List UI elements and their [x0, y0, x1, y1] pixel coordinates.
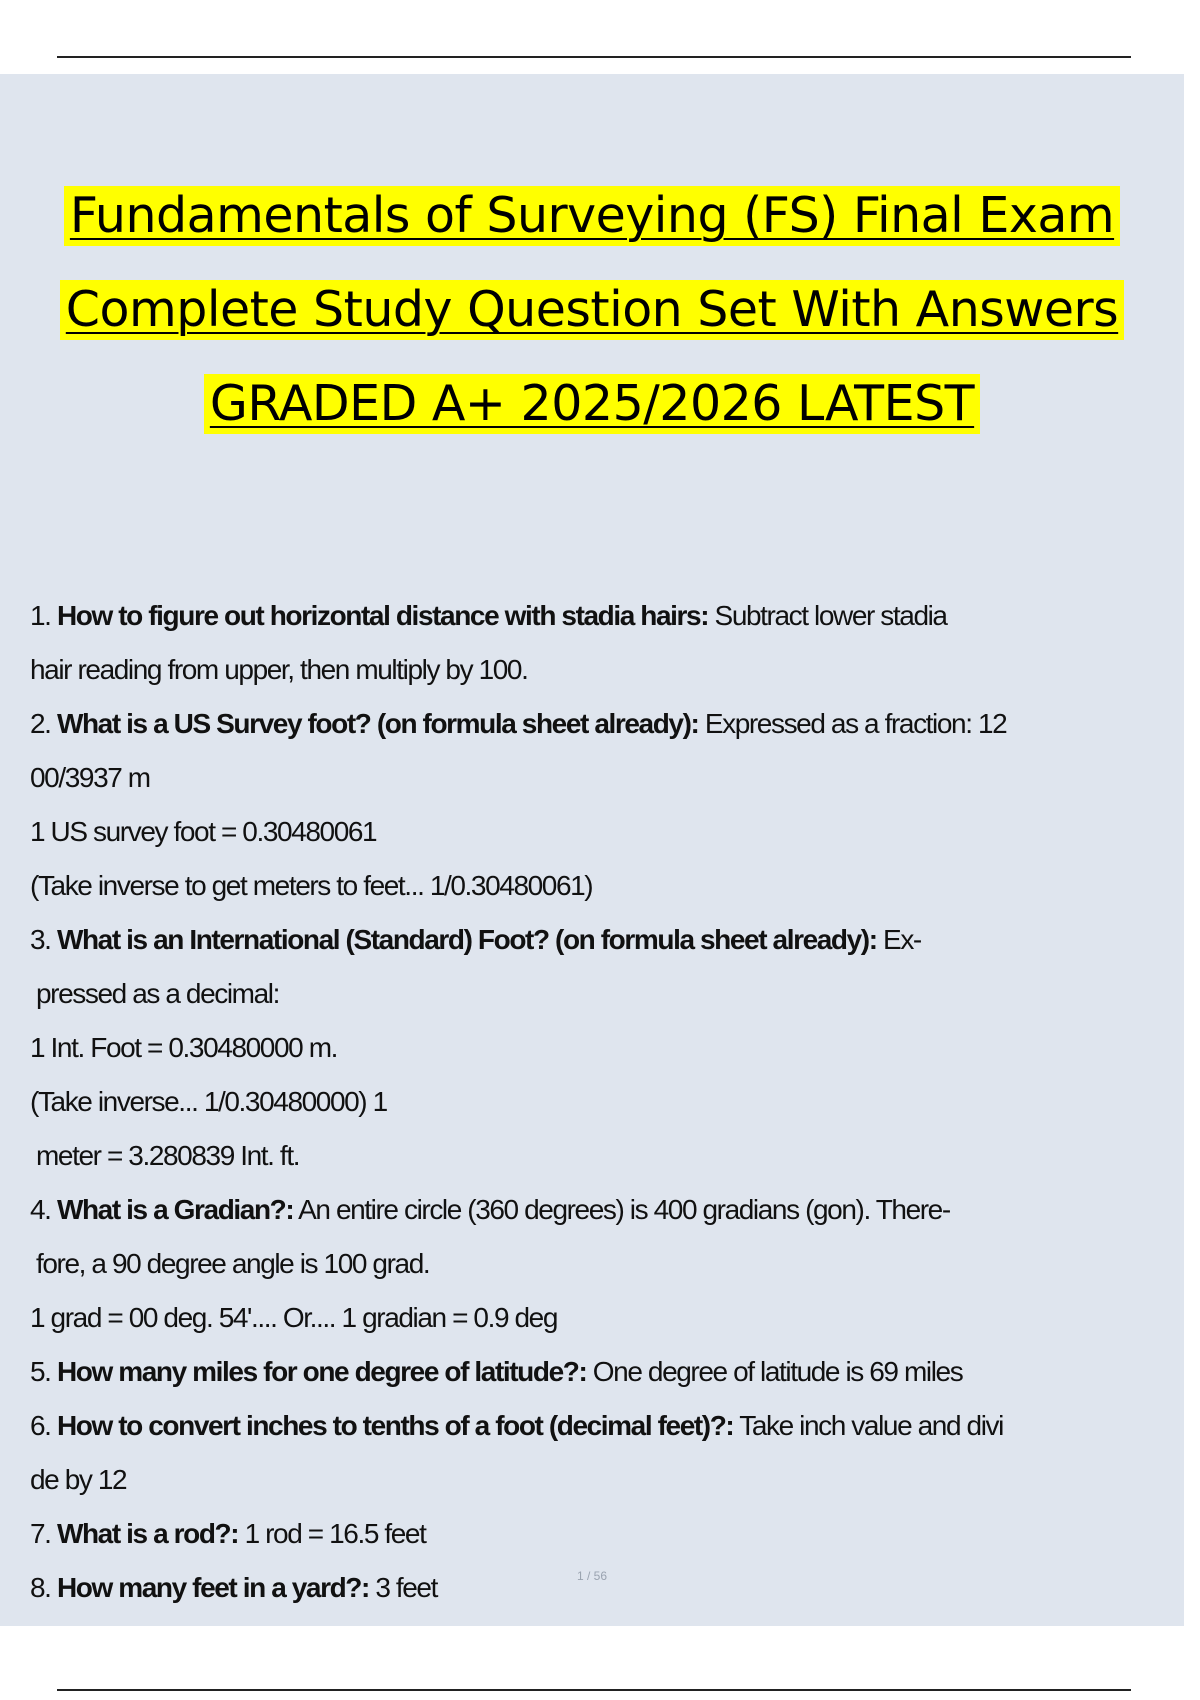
answer-line: 1 grad = 00 deg. 54'.... Or.... 1 gradian = 0.9 deg — [30, 1302, 558, 1333]
bottom-rule — [57, 1689, 1131, 1691]
answer-text: An entire circle (360 degrees) is 400 gradians (gon). There- — [298, 1194, 950, 1225]
question-text: What is a rod?: — [56, 1518, 239, 1549]
question-number: 2. — [30, 708, 51, 739]
document-title — [0, 186, 1184, 468]
question-item — [30, 1345, 1170, 1399]
question-number: 6. — [30, 1410, 51, 1441]
answer-text: One degree of latitude is 69 miles — [592, 1356, 963, 1387]
question-number: 5. — [30, 1356, 51, 1387]
answer-line: 1 US survey foot = 0.30480061 — [30, 816, 377, 847]
top-rule — [57, 56, 1131, 58]
answer-line: meter = 3.280839 Int. ft. — [36, 1140, 300, 1171]
answer-line: fore, a 90 degree angle is 100 grad. — [36, 1248, 430, 1279]
question-number: 4. — [30, 1194, 51, 1225]
question-text: How to convert inches to tenths of a foot (decimal feet)?: — [56, 1410, 734, 1441]
question-item — [30, 913, 1170, 967]
question-list — [30, 589, 1170, 1615]
question-text: How many miles for one degree of latitude?: — [56, 1356, 587, 1387]
question-item — [30, 1507, 1170, 1561]
question-text: How many feet in a yard?: — [56, 1572, 369, 1603]
title-line-1: Fundamentals of Surveying (FS) Final Exam — [64, 186, 1120, 246]
answer-line: hair reading from upper, then multiply by 100. — [30, 654, 528, 685]
answer-text: Take inch value and divi — [739, 1410, 1003, 1441]
question-text: What is an International (Standard) Foot? (on formula sheet already): — [56, 924, 877, 955]
question-item — [30, 1183, 1170, 1237]
answer-text: Expressed as a fraction: 12 — [704, 708, 1007, 739]
answer-line: de by 12 — [30, 1464, 127, 1495]
page-panel — [0, 74, 1184, 1626]
answer-line: 1 Int. Foot = 0.30480000 m. — [30, 1032, 337, 1063]
title-line-2: Complete Study Question Set With Answers — [60, 280, 1124, 340]
question-item — [30, 697, 1170, 751]
answer-line: (Take inverse... 1/0.30480000) 1 — [30, 1086, 387, 1117]
question-text: What is a Gradian?: — [56, 1194, 294, 1225]
title-line-3: GRADED A+ 2025/2026 LATEST — [204, 374, 980, 434]
question-text: What is a US Survey foot? (on formula sheet already): — [56, 708, 699, 739]
answer-text: 1 rod = 16.5 feet — [244, 1518, 426, 1549]
question-number: 7. — [30, 1518, 51, 1549]
question-item — [30, 1399, 1170, 1453]
question-number: 8. — [30, 1572, 51, 1603]
answer-text: Subtract lower stadia — [714, 600, 947, 631]
page-number: 1 / 56 — [576, 1569, 608, 1583]
answer-line: 00/3937 m — [30, 762, 150, 793]
answer-line: (Take inverse to get meters to feet... 1/0.30480061) — [30, 870, 593, 901]
answer-line: pressed as a decimal: — [36, 978, 279, 1009]
answer-text: 3 feet — [375, 1572, 437, 1603]
question-text: How to figure out horizontal distance with stadia hairs: — [56, 600, 709, 631]
question-item — [30, 589, 1170, 643]
question-number: 1. — [30, 600, 51, 631]
question-number: 3. — [30, 924, 51, 955]
answer-text: Ex- — [883, 924, 921, 955]
